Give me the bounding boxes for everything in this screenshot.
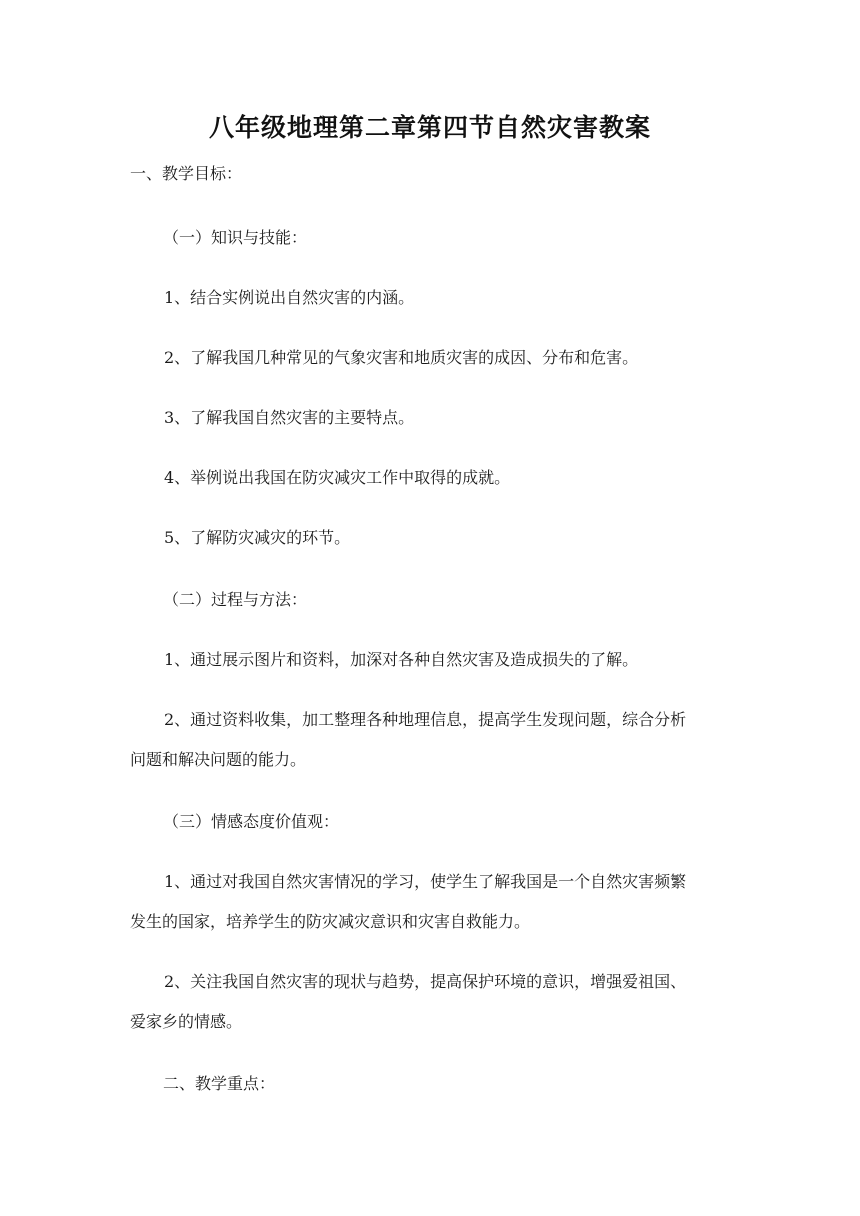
objective-item: 3、了解我国自然灾害的主要特点。 bbox=[164, 408, 415, 427]
objective-item: 4、举例说出我国在防灾减灾工作中取得的成就。 bbox=[164, 468, 511, 487]
objective-item: 2、关注我国自然灾害的现状与趋势，提高保护环境的意识，增强爱祖国、 bbox=[164, 972, 687, 991]
document-title: 八年级地理第二章第四节自然灾害教案 bbox=[208, 113, 651, 142]
objective-item: 1、通过对我国自然灾害情况的学习，使学生了解我国是一个自然灾害频繁 bbox=[164, 872, 687, 891]
objective-item: 5、了解防灾减灾的环节。 bbox=[164, 528, 351, 547]
objective-item: 2、通过资料收集，加工整理各种地理信息，提高学生发现问题，综合分析 bbox=[164, 710, 687, 729]
objective-item: 1、结合实例说出自然灾害的内涵。 bbox=[164, 288, 415, 307]
section-heading-objectives: 一、教学目标： bbox=[130, 164, 243, 183]
objective-item: 2、了解我国几种常见的气象灾害和地质灾害的成因、分布和危害。 bbox=[164, 348, 639, 367]
objective-item-continuation: 发生的国家，培养学生的防灾减灾意识和灾害自救能力。 bbox=[130, 912, 531, 931]
subsection-heading-knowledge-skills: （一）知识与技能： bbox=[163, 228, 308, 247]
objective-item-continuation: 爱家乡的情感。 bbox=[130, 1012, 243, 1031]
objective-item-continuation: 问题和解决问题的能力。 bbox=[130, 750, 307, 769]
objective-item: 1、通过展示图片和资料，加深对各种自然灾害及造成损失的了解。 bbox=[164, 650, 639, 669]
section-heading-key-points: 二、教学重点： bbox=[163, 1074, 276, 1093]
subsection-heading-process-methods: （二）过程与方法： bbox=[163, 590, 308, 609]
subsection-heading-attitudes-values: （三）情感态度价值观： bbox=[163, 812, 340, 831]
